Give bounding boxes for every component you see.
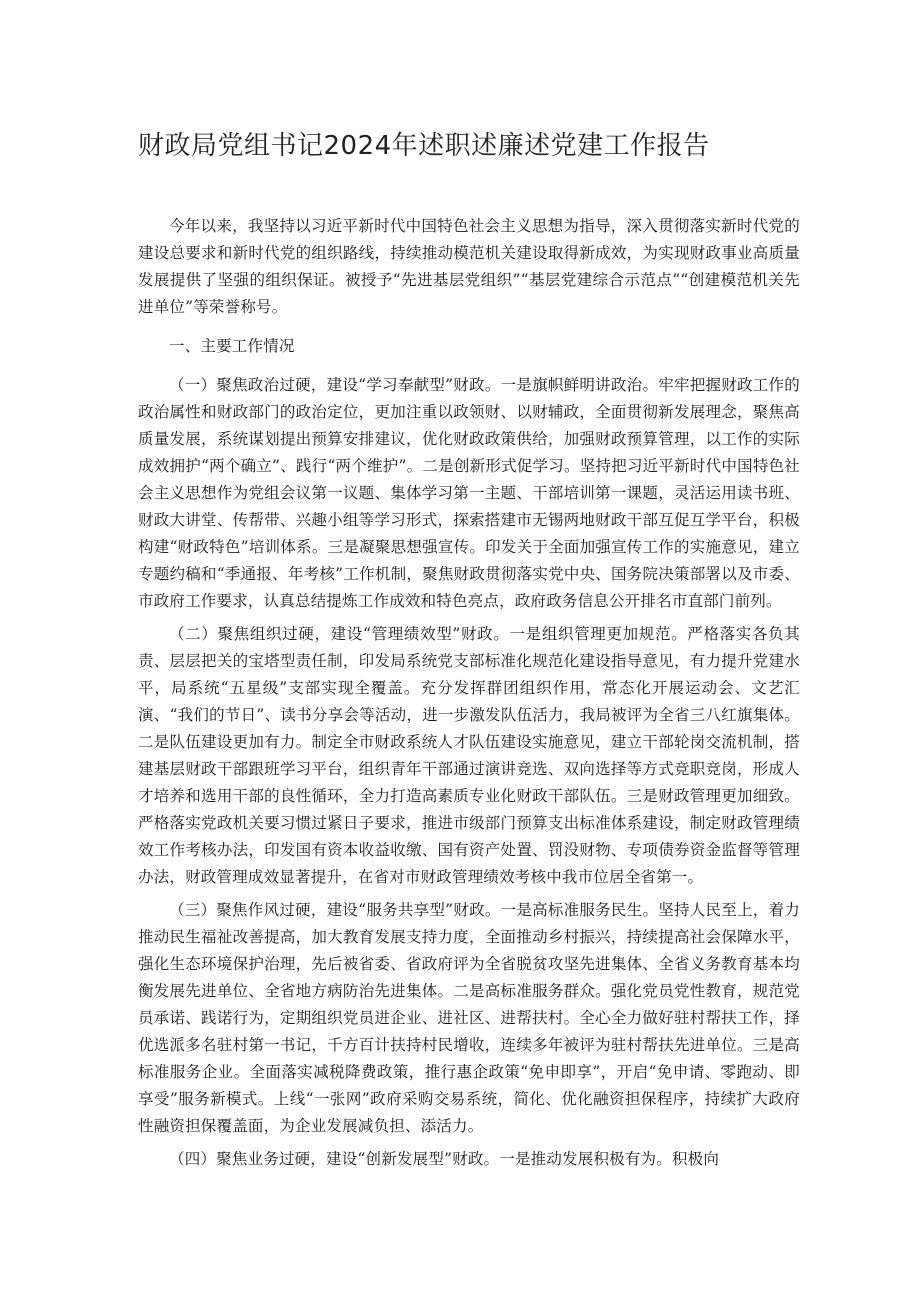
section-heading-main-work: 一、主要工作情况	[169, 337, 295, 355]
paragraph-political: （一）聚焦政治过硬，建设“学习奉献型”财政。一是旗帜鲜明讲政治。牢牢把握财政工作的政治属性和财政部门的政治定位，更加注重以政领财、以财辅政，全面贯彻新发展理念，聚焦高质量发展，系统谋划提出预算安排建议，优化财政政策供给，加强财政预算管理，以工作的实际成效拥护“两个确立”、践行“两个维护”。二是创新形式促学习。坚持把习近平新时代中国特色社会主义思想作为党组会议第一议题、集体学习第一主题、干部培训第一课题，灵活运用读书班、财政大讲堂、传帮带、兴趣小组等学习形式，探索搭建市无锡两地财政干部互促互学平台，积极构建“财政特色”培训体系。三是凝聚思想强宣传。印发关于全面加强宣传工作的实施意见，建立专题约稿和“季通报、年考核”工作机制，聚焦财政贯彻落实党中央、国务院决策部署以及市委、市政府工作要求，认真总结提炼工作成效和特色亮点，政府政务信息公开排名市直部门前列。	[138, 376, 800, 610]
paragraph-business: （四）聚焦业务过硬，建设“创新发展型”财政。一是推动发展积极有为。积极向	[169, 1150, 720, 1168]
paragraph-organization: （二）聚焦组织过硬，建设“管理绩效型”财政。一是组织管理更加规范。严格落实各负其责、层层把关的宝塔型责任制，印发局系统党支部标准化规范化建设指导意见，有力提升党建水平，局系统“五星级”支部实现全覆盖。充分发挥群团组织作用，常态化开展运动会、文艺汇演、“我们的节日”、读书分享会等活动，进一步激发队伍活力，我局被评为全省三八红旗集体。二是队伍建设更加有力。制定全市财政系统人才队伍建设实施意见，建立干部轮岗交流机制，搭建基层财政干部跟班学习平台，组织青年干部通过演讲竞选、双向选择等方式竞职竞岗，形成人才培养和选用干部的良性循环，全力打造高素质专业化财政干部队伍。三是财政管理更加细致。严格落实党政机关要习惯过紧日子要求，推进市级部门预算支出标准体系建设，制定财政管理绩效工作考核办法，印发国有资本收益收缴、国有资产处置、罚没财物、专项债券资金监督等管理办法，财政管理成效显著提升，在省对市财政管理绩效考核中我市位居全省第一。	[138, 625, 800, 886]
document-body	[138, 213, 800, 1179]
intro-paragraph: 今年以来，我坚持以习近平新时代中国特色社会主义思想为指导，深入贯彻落实新时代党的建设总要求和新时代党的组织路线，持续推动模范机关建设取得新成效，为实现财政事业高质量发展提供了坚强的组织保证。被授予“先进基层党组织”“基层党建综合示范点”“创建模范机关先进单位”等荣誉称号。	[138, 217, 800, 316]
paragraph-work-style: （三）聚焦作风过硬，建设“服务共享型”财政。一是高标准服务民生。坚持人民至上，着力推动民生福祉改善提高，加大教育发展支持力度，全面推动乡村振兴，持续提高社会保障水平，强化生态环境保护治理，先后被省委、省政府评为全省脱贫攻坚先进集体、全省义务教育基本均衡发展先进单位、全省地方病防治先进集体。二是高标准服务群众。强化党员党性教育，规范党员承诺、践诺行为，定期组织党员进企业、进社区、进帮扶村。全心全力做好驻村帮扶工作，择优选派多名驻村第一书记，千方百计扶持村民增收，连续多年被评为驻村帮扶先进单位。三是高标准服务企业。全面落实减税降费政策，推行惠企政策“免申即享”，开启“免申请、零跑动、即享受”服务新模式。上线“一张网”政府采购交易系统，简化、优化融资担保程序，持续扩大政府性融资担保覆盖面，为企业发展减负担、添活力。	[138, 901, 800, 1135]
document-title: 财政局党组书记2024年述职述廉述党建工作报告	[138, 131, 710, 161]
